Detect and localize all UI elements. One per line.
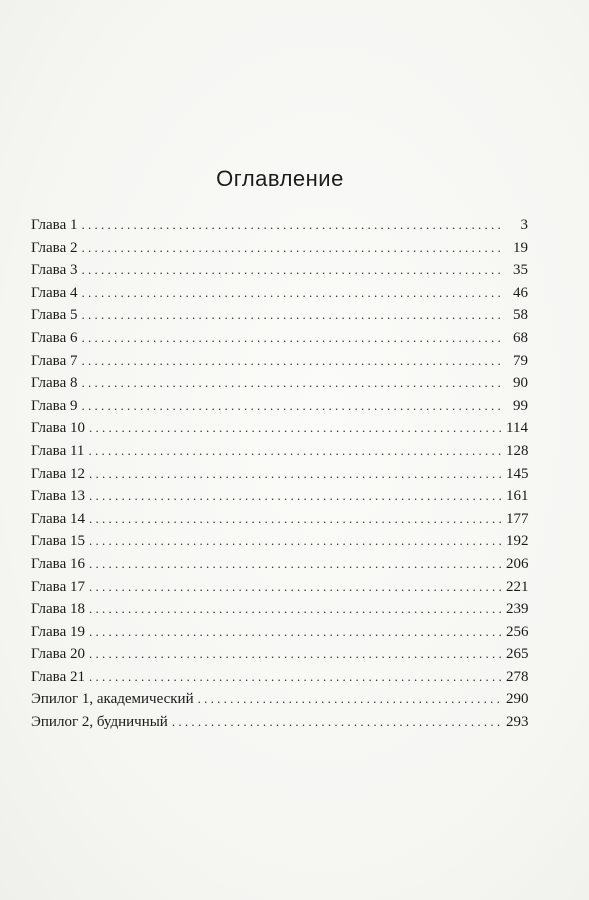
toc-entry [31,327,528,350]
toc-entry-page-number: 79 [513,352,528,369]
toc-entry-label: Глава 5 [31,307,78,324]
dot-leader [81,327,502,350]
toc-entry-label: Глава 4 [31,284,78,301]
dot-leader [81,304,502,327]
dot-leader [81,259,502,282]
dot-leader [89,621,502,644]
table-of-contents [31,214,528,734]
toc-entry-page-number: 99 [513,397,528,414]
toc-entry-page-number: 293 [506,714,529,731]
toc-entry-page-number: 265 [506,646,529,663]
toc-entry-page-number: 58 [513,307,528,324]
toc-entry [31,350,528,373]
toc-entry-page-number: 19 [513,239,528,256]
toc-entry-page-number: 290 [506,691,529,708]
toc-entry-page-number: 192 [506,533,529,550]
toc-entry [31,508,528,531]
toc-entry-label: Эпилог 1, академический [31,691,194,708]
toc-entry-label: Глава 17 [31,578,85,595]
toc-entry [31,395,528,418]
toc-entry-label: Глава 9 [31,397,78,414]
dot-leader [81,237,502,260]
toc-entry [31,576,528,599]
toc-entry [31,282,528,305]
toc-entry-label: Глава 8 [31,375,78,392]
toc-entry-page-number: 90 [513,375,528,392]
toc-entry-page-number: 128 [506,442,529,459]
toc-entry-label: Глава 3 [31,262,78,279]
toc-entry-label: Глава 2 [31,239,78,256]
dot-leader [172,711,502,734]
dot-leader [89,417,502,440]
dot-leader [89,643,502,666]
dot-leader [81,350,502,373]
toc-entry [31,643,528,666]
toc-entry [31,214,528,237]
dot-leader [89,463,502,486]
page-title: Оглавление [216,166,344,191]
toc-entry-label: Глава 1 [31,217,78,233]
dot-leader [88,440,502,463]
toc-entry [31,711,528,734]
toc-entry [31,598,528,621]
toc-entry-page-number: 278 [506,668,529,685]
toc-entry [31,259,528,282]
toc-entry-page-number: 46 [513,284,528,301]
toc-entry-label: Глава 13 [31,488,85,505]
toc-entry-label: Глава 21 [31,668,85,685]
toc-entry [31,463,528,486]
toc-entry-label: Глава 14 [31,510,85,527]
toc-entry-page-number: 114 [506,420,528,437]
toc-entry-page-number: 177 [506,510,529,527]
toc-entry [31,440,528,463]
toc-entry [31,553,528,576]
dot-leader [89,485,502,508]
toc-entry-page-number: 239 [506,601,529,618]
toc-entry-label: Глава 20 [31,646,85,663]
dot-leader [81,214,502,237]
toc-entry-page-number: 221 [506,578,529,595]
toc-entry-page-number: 206 [506,555,529,572]
toc-entry-page-number: 68 [513,329,528,346]
dot-leader [81,282,502,305]
toc-entry-label: Глава 15 [31,533,85,550]
toc-entry [31,688,528,711]
toc-entry-label: Эпилог 2, будничный [31,714,168,731]
toc-entry-page-number: 3 [520,217,528,233]
dot-leader [89,508,502,531]
toc-entry [31,485,528,508]
toc-entry-label: Глава 18 [31,601,85,618]
dot-leader [89,553,502,576]
toc-entry-page-number: 35 [513,262,528,279]
dot-leader [89,530,502,553]
toc-entry [31,304,528,327]
toc-entry [31,237,528,260]
toc-entry-label: Глава 10 [31,420,85,437]
dot-leader [89,576,502,599]
toc-entry-label: Глава 6 [31,329,78,346]
dot-leader [81,395,502,418]
dot-leader [89,598,502,621]
toc-entry-label: Глава 11 [31,442,85,459]
dot-leader [81,372,502,395]
toc-entry [31,666,528,689]
toc-entry-page-number: 256 [506,623,529,640]
dot-leader [89,666,502,689]
toc-entry [31,530,528,553]
dot-leader [198,688,502,711]
toc-entry-page-number: 161 [506,488,529,505]
toc-entry-label: Глава 12 [31,465,85,482]
toc-entry-page-number: 145 [506,465,529,482]
toc-entry-label: Глава 7 [31,352,78,369]
toc-entry [31,372,528,395]
toc-entry [31,417,528,440]
toc-entry [31,621,528,644]
toc-entry-label: Глава 16 [31,555,85,572]
toc-entry-label: Глава 19 [31,623,85,640]
